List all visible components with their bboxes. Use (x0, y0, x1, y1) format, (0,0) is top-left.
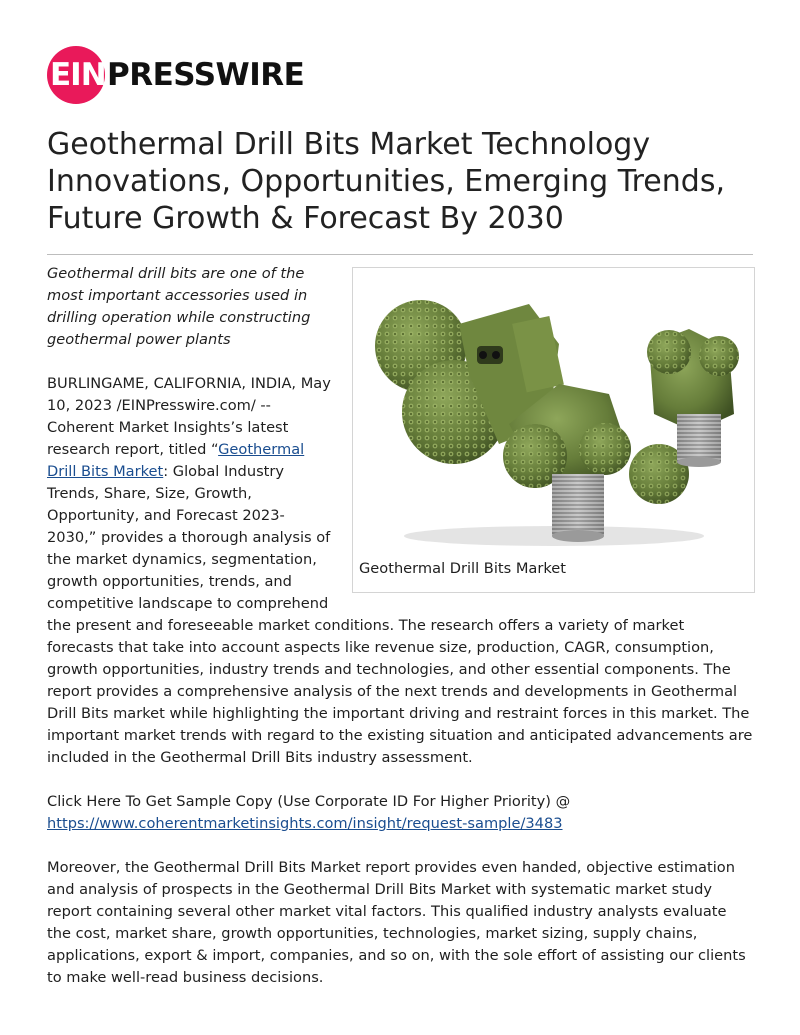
market-report-link[interactable]: Geothermal Drill Bits Market (47, 441, 305, 480)
paragraph-intro-lead: BURLINGAME, CALIFORNIA, INDIA, May 10, 2023 /EINPresswire.com/ -- Coherent Market Insights’s latest research report, titled “ (47, 375, 331, 458)
article-headline: Geothermal Drill Bits Market Technology Innovations, Opportunities, Emerging Trends, Future Growth & Forecast By 2030 (47, 127, 725, 236)
headline-divider (47, 254, 753, 255)
paragraph-moreover: Moreover, the Geothermal Drill Bits Market report provides even handed, objective estimation and analysis of prospects in the Geothermal Drill Bits Market with systematic market study report containing several other market vital factors. This qualified industry analysts evaluate the cost, market share, growth opportunities, technologies, market sizing, supply chains, applications, export & import, companies, and so on, with the sole effort of assisting our clients to make well-read business decisions. (47, 859, 746, 986)
paragraph-sample-copy (47, 791, 755, 835)
figure-caption: Geothermal Drill Bits Market (359, 560, 566, 577)
einpresswire-logo[interactable] (47, 46, 317, 106)
logo-ein-text: EIN (50, 57, 106, 93)
logo-presswire-text: PRESSWIRE (107, 57, 305, 93)
article-body (47, 263, 755, 1011)
sample-copy-text: Click Here To Get Sample Copy (Use Corporate ID For Higher Priority) @ (47, 793, 571, 810)
article-figure (352, 267, 755, 593)
paragraph-intro-rest: : Global Industry Trends, Share, Size, Growth, Opportunity, and Forecast 2023-2030,” provides a thorough analysis of the market dynamics, segmentation, growth opportunities, trends, and competitive landscape to comprehend the present and foreseeable market conditions. The research offers a variety of market forecasts that take into account aspects like revenue size, production, CAGR, consumption, growth opportunities, industry trends and technologies, and other essential components. The report provides a comprehensive analysis of the next trends and developments in Geothermal Drill Bits market while highlighting the important driving and restraint forces in this market. The important market trends with regard to the existing situation and anticipated advancements are included in the Geothermal Drill Bits industry assessment. (47, 463, 753, 766)
sample-request-link[interactable]: https://www.coherentmarketinsights.com/insight/request-sample/3483 (47, 815, 563, 832)
drill-bits-image (359, 274, 748, 552)
article-subtitle: Geothermal drill bits are one of the most important accessories used in drilling operation while constructing geothermal power plants (47, 265, 311, 348)
